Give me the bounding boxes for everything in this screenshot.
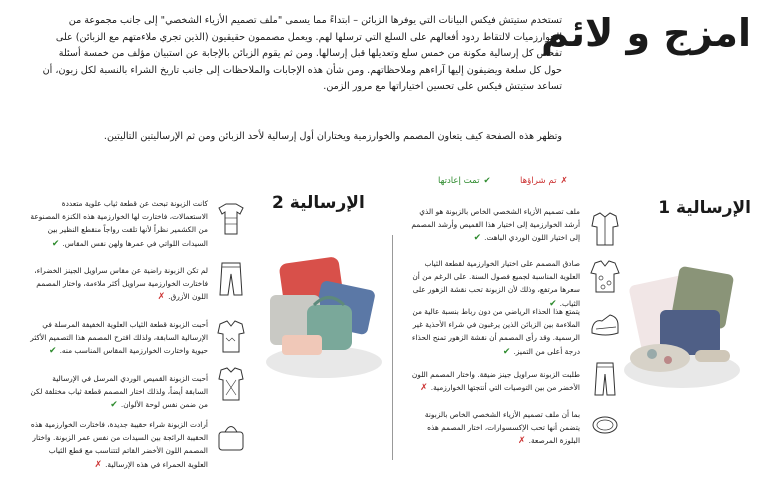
x-mark-icon: ✗ xyxy=(518,436,526,447)
list-item xyxy=(410,305,580,359)
item-text: أحبت الزبونة قطعة الثياب العلوية الخفيفة المرسلة في الإرسالية السابقة، ولذلك اقترح المصمم هذا التصميم الأكثر حيوية واختارت الخوارزمية المقاس المناسب منه. xyxy=(30,320,208,356)
item-text: أرادت الزبونة شراء حقيبة جديدة، فاختارت الخوارزمية هذه الحقيبة الرائجة بين السيدات من نفس عمر الزبونة. واختار المصمم اللون الأخضر القاتم لتتناسب مع قطع الثياب العلوية الحمراء في هذه الإرسالية. xyxy=(30,420,208,469)
x-mark-icon: ✗ xyxy=(157,292,166,303)
item-text: لم تكن الزبونة راضية عن مقاس سراويل الجينز الخضراء، فاختارت الخوارزمية سراويل أكثر ملاءمة، واختار المصمم اللون الأزرق. xyxy=(34,266,208,302)
item-text: طلبت الزبونة سراويل جينز ضيقة. واختار المصمم اللون الأخضر من بين التوصيات التي أنتجتها الخوارزمية. xyxy=(411,370,580,393)
list-item xyxy=(410,408,580,449)
item-text: أحبت الزبونة القميص الوردي المرسل في الإرسالية السابقة أيضاً، ولذلك اختار المصمم قطعة ثياب مختلفة لكن من ضمن نفس لوحة الألوان. xyxy=(30,374,208,410)
legend-returned-label: تمت إعادتها xyxy=(438,176,480,186)
check-mark-icon: ✔ xyxy=(49,346,57,357)
check-mark-icon: ✔ xyxy=(51,238,60,249)
bag-icon xyxy=(214,418,248,456)
check-mark-icon: ✔ xyxy=(473,233,482,244)
x-mark-icon: ✗ xyxy=(560,176,568,186)
item-text: بما أن ملف تصميم الأزياء الشخصي الخاص بالزبونة يتضمن أنها تحب الإكسسوارات، اختار المصمم هذه البلوزة المرصعة. xyxy=(424,410,580,446)
legend-returned xyxy=(438,176,491,186)
list-item xyxy=(30,197,208,251)
item-text: يتمتع هذا الحذاء الرياضي من دون رباط بنسبة عالية من الملاءمة بين الزبائن الذين يرغبون في شراء الأحذية غير الرسمية. وقد رأى المصمم أن نقشة الزهور تمنح الحذاء درجة أعلى من التميز. xyxy=(411,307,580,356)
page-title: امزج و لائم xyxy=(540,11,751,55)
x-mark-icon: ✗ xyxy=(94,459,103,470)
legend-bought xyxy=(520,176,568,186)
shipment2-title: الإرسالية 2 xyxy=(272,193,365,213)
list-item xyxy=(410,205,580,246)
list-item xyxy=(30,318,208,359)
list-item xyxy=(30,418,208,472)
pants-icon xyxy=(214,260,248,298)
check-mark-icon: ✔ xyxy=(110,400,118,411)
shipment1-clothing-photo xyxy=(620,250,745,395)
item-text: صادق المصمم على اختيار الخوارزمية لقطعة الثياب العلوية المناسبة لجميع فصول السنة. على الرغم من أن سعرها مرتفع، وذلك لأن الزبونة تحب نقشة الزهور على الثياب. xyxy=(412,259,580,308)
item-text: كانت الزبونة تبحث عن قطعة ثياب علوية متعددة الاستعمالات، فاختارت لها الخوارزمية هذه الكنزة المصنوعة من الكشمير نظراً لأنها تلقت رواجاً منقطع النظير بين السيدات اللواتي في عمرها ولهن نفس المقاس. xyxy=(30,199,208,248)
check-mark-icon: ✔ xyxy=(549,298,557,309)
tshirt-icon xyxy=(214,200,248,238)
shipment2-clothing-photo xyxy=(262,250,387,380)
blouse-icon xyxy=(588,258,622,296)
intro-paragraph-2: وتظهر هذه الصفحة كيف يتعاون المصمم والخوارزمية ويختاران أول إرسالية لأحد الزبائن ومن ثم الإرساليتين التاليتين. xyxy=(103,131,562,142)
shirt2-icon xyxy=(214,365,248,403)
list-item xyxy=(410,368,580,395)
list-item xyxy=(30,264,208,305)
top-icon xyxy=(214,318,248,356)
jeans-icon xyxy=(588,360,622,398)
x-mark-icon: ✗ xyxy=(420,383,428,394)
intro-paragraph: تستخدم ستيتش فيكس البيانات التي يوفرها الزبائن – ابتداءً مما يسمى "ملف تصميم الأزياء الشخصي" إلى جانب مجموعة من الخوارزميات لالتقاط ردود أفعالهم على السلع التي ترسلها لهم. ويعمل مصممون حقيقيون (الذين تجري ملاءمتهم مع الزبائن) على تفحص كل إرسالية مكونة من خمس سلع وتعديلها قبل إرسالها. ومن ثم يقوم الزبائن بالإجابة عن استبيان مؤلف من خمسة أسئلة حول كل سلعة ويضيفون إليها آراءهم وملاحظاتهم. ومن شأن هذه الإجابات والملاحظات إلى جانب تاريخ الشراء بالنسبة لكل زبون، أن تساعد ستيتش فيكس على تحسين اختياراتها مع مرور الزمن. xyxy=(42,15,562,93)
column-divider xyxy=(392,235,393,460)
shipment1-title: الإرسالية 1 xyxy=(658,198,751,218)
shirt-icon xyxy=(588,210,622,248)
legend-bought-label: تم شراؤها xyxy=(520,176,557,186)
bracelet-icon xyxy=(588,405,622,443)
list-item xyxy=(30,372,208,413)
item-text: ملف تصميم الأزياء الشخصي الخاص بالزبونة هو الذي أرشد الخوارزمية إلى اختيار هذا القميص وأرشد المصمم إلى اختيار اللون الوردي الباهت. xyxy=(411,207,580,243)
check-mark-icon: ✔ xyxy=(502,346,511,357)
check-mark-icon: ✔ xyxy=(483,176,491,186)
shoe-icon xyxy=(588,305,622,343)
list-item xyxy=(410,257,580,311)
